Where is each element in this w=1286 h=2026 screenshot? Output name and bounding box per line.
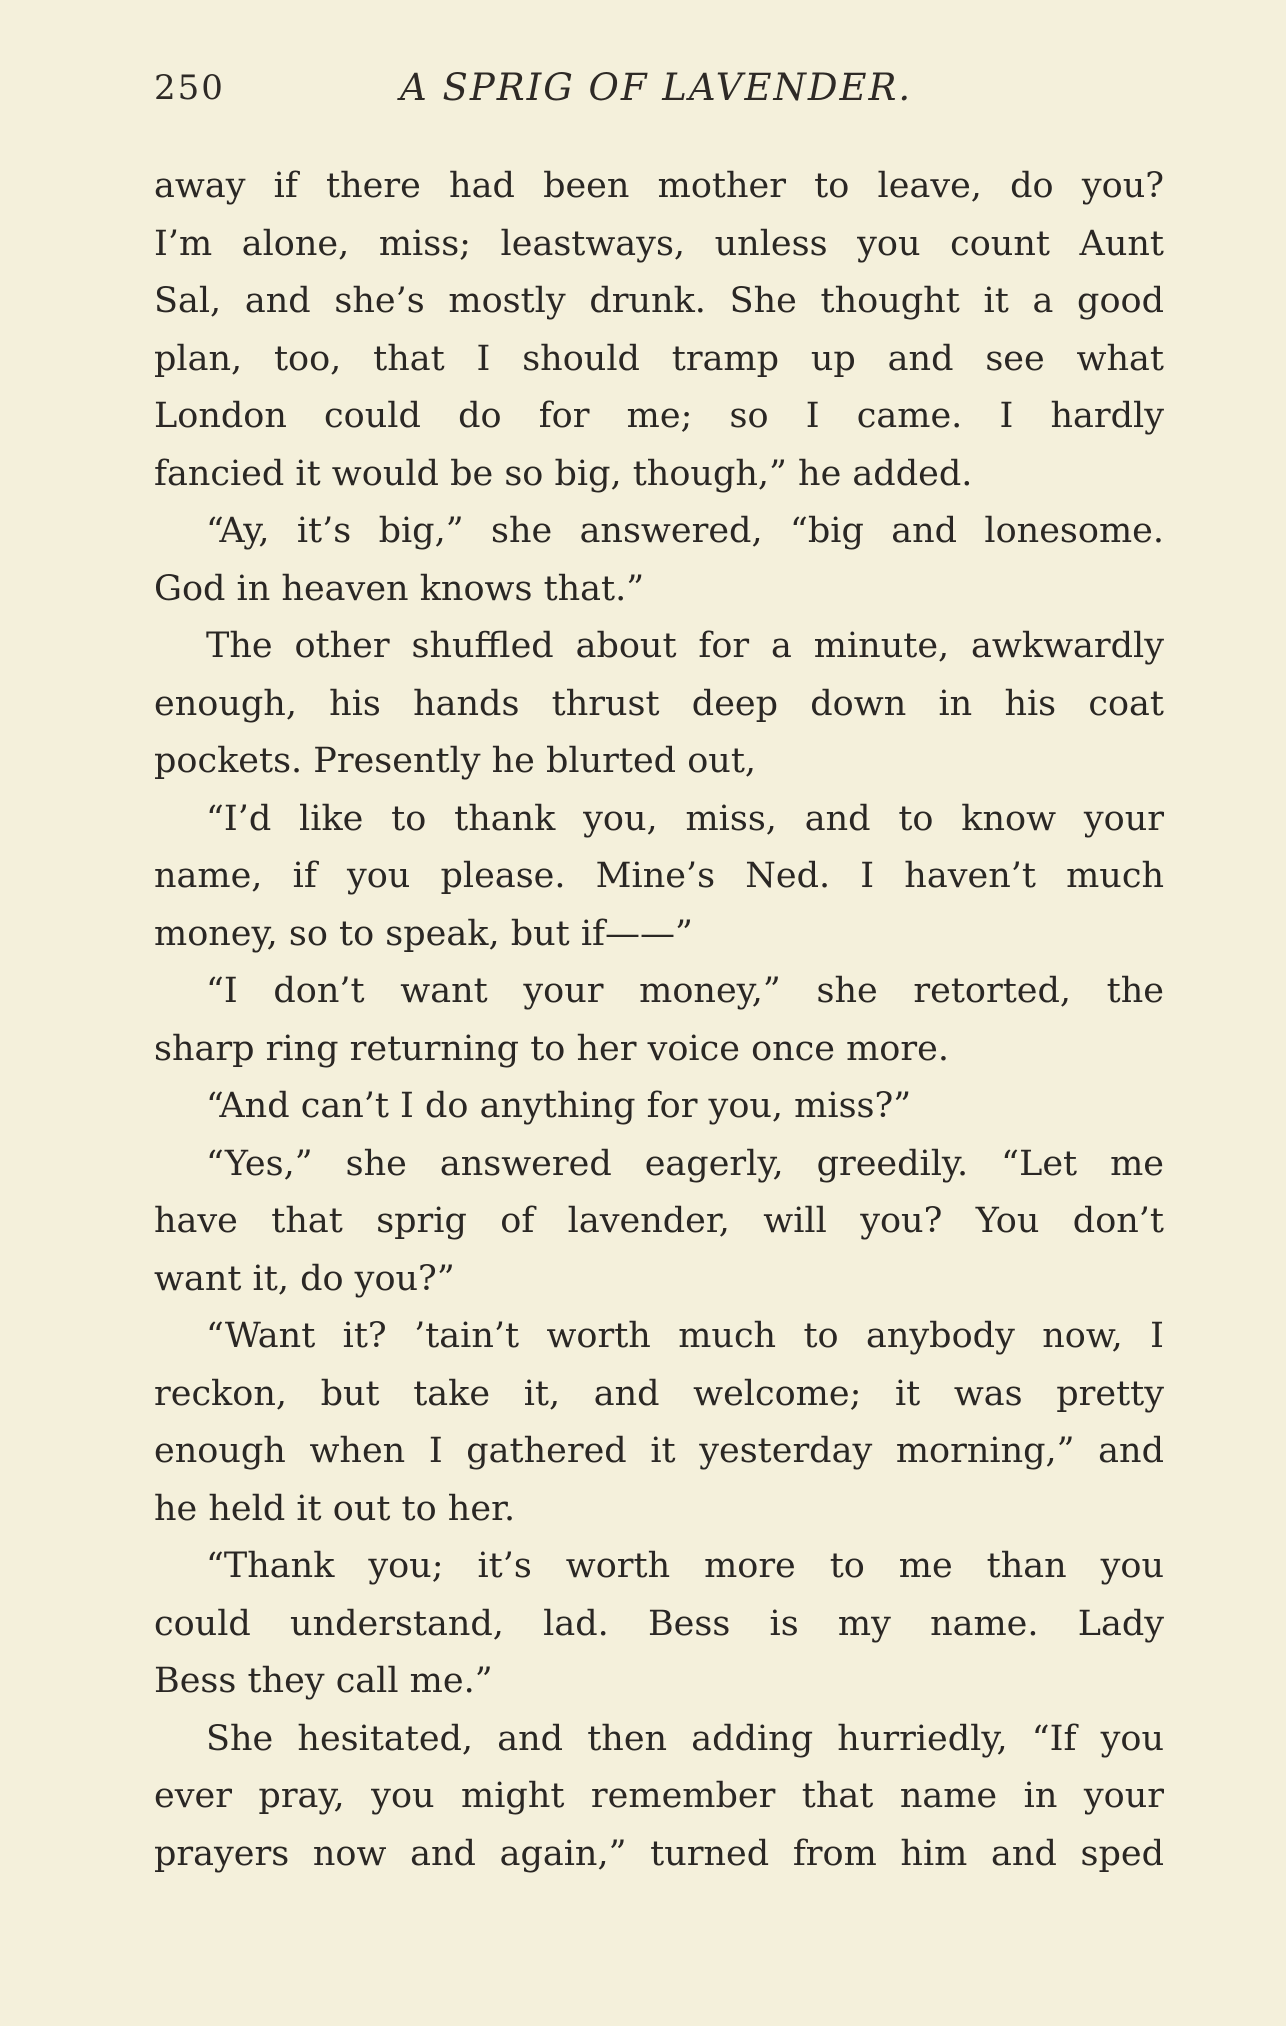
text-line: I’m alone, miss; leastways, unless you count Aunt [154,223,1164,264]
text-line: name, if you please. Mine’s Ned. I haven’t much [154,856,1164,896]
text-line: “I’d like to thank you, miss, and to know your [206,798,1164,839]
text-line: “Yes,” she answered eagerly, greedily. “Let me [206,1143,1164,1184]
text-line: She hesitated, and then adding hurriedly, “If you [206,1718,1164,1759]
text-line: sharp ring returning to her voice once more. [154,1028,949,1069]
text-line: “I don’t want your money,” she retorted, the [206,971,1164,1011]
text-line: away if there had been mother to leave, do you? [154,166,1164,206]
text-line: he held it out to her. [154,1488,516,1529]
text-line: prayers now and again,” turned from him and sped [154,1833,1164,1874]
text-line: ever pray, you might remember that name in your [154,1776,1164,1816]
text-line: London could do for me; so I came. I hardly [154,396,1164,436]
text-line: could understand, lad. Bess is my name. Lady [154,1603,1164,1644]
text-line: Sal, and she’s mostly drunk. She thought it a good [154,281,1164,321]
text-line: enough when I gathered it yesterday morning,” and [154,1431,1164,1471]
body-text [154,158,1164,1883]
text-line: “And can’t I do anything for you, miss?” [206,1086,912,1126]
text-line: God in heaven knows that.” [154,568,645,609]
text-line: have that sprig of lavender, will you? You don’t [154,1201,1164,1241]
text-line: “Thank you; it’s worth more to me than you [206,1546,1164,1586]
text-line: want it, do you?” [154,1258,455,1299]
text-line: Bess they call me.” [154,1661,493,1701]
text-line: The other shuffled about for a minute, awkwardly [206,626,1164,666]
text-line: enough, his hands thrust deep down in his coat [154,683,1164,724]
text-line: reckon, but take it, and welcome; it was pretty [154,1373,1164,1414]
text-line: money, so to speak, but if——” [154,913,693,954]
running-head: A SPRIG OF LAVENDER. [400,66,913,109]
text-line: “Want it? ’tain’t worth much to anybody now, I [206,1316,1164,1356]
text-line: plan, too, that I should tramp up and see what [154,338,1164,379]
page-header [154,68,1164,118]
page-number: 250 [154,68,225,108]
text-line: fancied it would be so big, though,” he added. [154,453,973,494]
text-line: pockets. Presently he blurted out, [154,741,757,781]
text-line: “Ay, it’s big,” she answered, “big and lonesome. [206,511,1164,551]
